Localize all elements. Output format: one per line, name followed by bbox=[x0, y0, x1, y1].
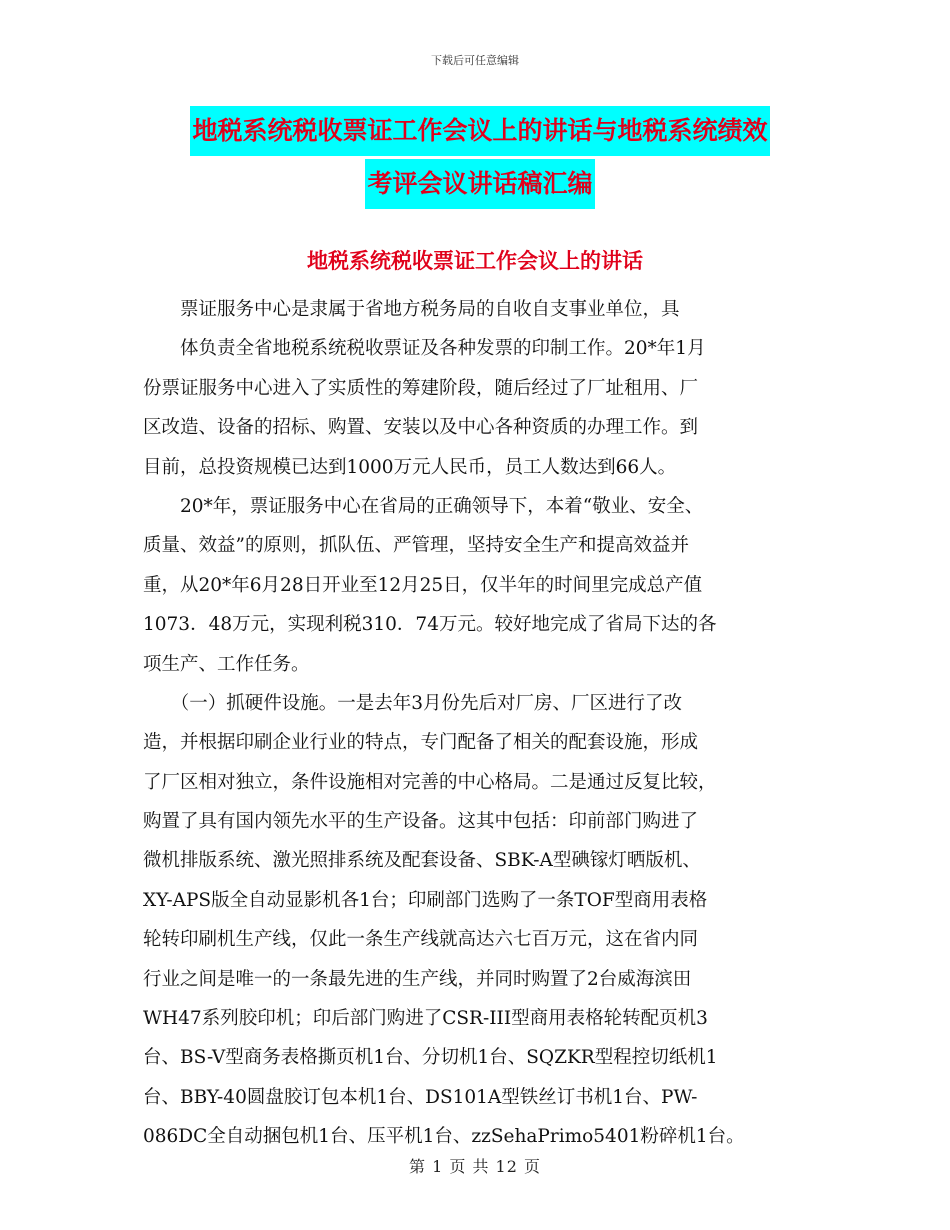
document-title bbox=[140, 106, 820, 212]
title-line-2: 考评会议讲话稿汇编 bbox=[365, 159, 594, 209]
text-line: 了厂区相对独立，条件设施相对完善的中心格局。二是通过反复比较， bbox=[143, 771, 717, 793]
title-line-1: 地税系统税收票证工作会议上的讲话与地税系统绩效 bbox=[190, 106, 769, 156]
text-line: 台、BBY-40圆盘胶订包本机1台、DS101A型铁丝订书机1台、PW- bbox=[143, 1086, 698, 1108]
text-line: 20*年，票证服务中心在省局的正确领导下，本着“敬业、安全、 bbox=[143, 495, 704, 517]
section-title: 地税系统税收票证工作会议上的讲话 bbox=[307, 249, 643, 273]
text-line: 份票证服务中心进入了实质性的筹建阶段，随后经过了厂址租用、厂 bbox=[143, 377, 699, 399]
body-text bbox=[143, 290, 811, 1157]
text-line: 区改造、设备的招标、购置、安装以及中心各种资质的办理工作。到 bbox=[143, 417, 699, 439]
text-line: 项生产、工作任务。 bbox=[143, 653, 310, 675]
text-line: XY-APS版全自动显影机各1台；印刷部门选购了一条TOF型商用表格 bbox=[143, 889, 708, 911]
text-line: （一）抓硬件设施。一是去年3月份先后对厂房、厂区进行了改 bbox=[143, 692, 683, 714]
header-note: 下载后可任意编辑 bbox=[431, 54, 519, 67]
text-line: WH47系列胶印机；印后部门购进了CSR-III型商用表格轮转配页机3 bbox=[143, 1008, 708, 1030]
text-line: 行业之间是唯一的一条最先进的生产线，并同时购置了2台威海滨田 bbox=[143, 968, 692, 990]
text-line: 台、BS-V型商务表格撕页机1台、分切机1台、SQZKR型程控切纸机1 bbox=[143, 1047, 718, 1069]
text-line: 质量、效益”的原则，抓队伍、严管理，坚持安全生产和提高效益并 bbox=[143, 535, 689, 557]
text-line: 086DC全自动捆包机1台、压平机1台、zzSehaPrimo5401粉碎机1台。 bbox=[143, 1126, 745, 1148]
text-line: 目前，总投资规模已达到1000万元人民币，员工人数达到66人。 bbox=[143, 456, 677, 478]
text-line: 重，从20*年6月28日开业至12月25日，仅半年的时间里完成总产值 bbox=[143, 574, 703, 596]
text-line: 体负责全省地税系统税收票证及各种发票的印制工作。20*年1月 bbox=[143, 338, 706, 360]
text-line: 造，并根据印刷企业行业的特点，专门配备了相关的配套设施，形成 bbox=[143, 732, 699, 754]
text-line: 轮转印刷机生产线，仅此一条生产线就高达六七百万元，这在省内同 bbox=[143, 929, 699, 951]
text-line: 票证服务中心是隶属于省地方税务局的自收自支事业单位，具 bbox=[143, 299, 680, 320]
text-line: 微机排版系统、激光照排系统及配套设备、SBK-A型碘镓灯晒版机、 bbox=[143, 850, 701, 872]
page-footer: 第 1 页 共 12 页 bbox=[409, 1157, 541, 1176]
text-line: 1073．48万元，实现利税310．74万元。较好地完成了省局下达的各 bbox=[143, 614, 717, 636]
text-line: 购置了具有国内领先水平的生产设备。这其中包括：印前部门购进了 bbox=[143, 811, 699, 833]
